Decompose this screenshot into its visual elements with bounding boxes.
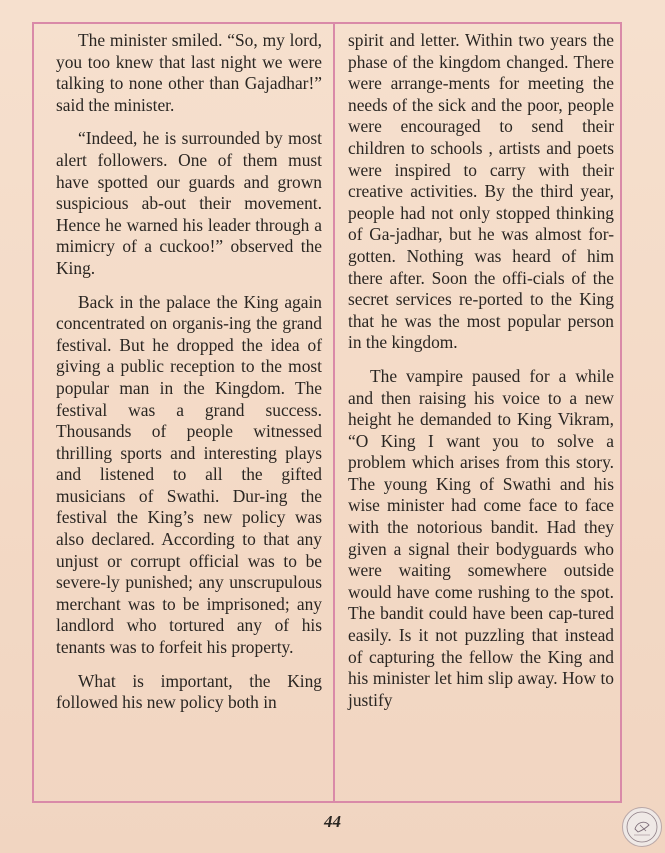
paragraph: The vampire paused for a while and then raising his voice to a new height he demanded to King Vikram, “O King I want you to solve a problem which arises from this story. The young King of Swathi and his wise minister had come face to face with the notorious bandit. Had they given a signal their bodyguards who were waiting somewhere outside would have come rushing to the spot. The bandit could have been cap-tured easily. Is it not puzzling that instead of capturing the fellow the King and his minister let him slip away. How to justify bbox=[348, 365, 614, 710]
right-text-column bbox=[348, 30, 614, 723]
page-number: 44 bbox=[324, 812, 341, 831]
paragraph: What is important, the King followed his new policy both in bbox=[56, 670, 322, 713]
left-text-column bbox=[56, 30, 322, 726]
paragraph: “Indeed, he is surrounded by most alert followers. One of them must have spotted our guards and grown suspicious ab-out their movement. Hence he warned his leader through a mimicry of a cuckoo!” observed the King. bbox=[56, 128, 322, 278]
paragraph: Back in the palace the King again concentrated on organis-ing the grand festival. But he dropped the idea of giving a public reception to the most popular man in the Kingdom. The festival was a grand success. Thousands of people witnessed thrilling sports and interesting plays and listened to all the gifted musicians of Swathi. Dur-ing the festival the King’s new policy was also declared. According to that any unjust or corrupt official was to be severe-ly punished; any unscrupulous merchant was to be imprisoned; any landlord who tortured any of his tenants was to forfeit his property. bbox=[56, 291, 322, 658]
paragraph: The minister smiled. “So, my lord, you too knew that last night we were talking to none other than Gajadhar!” said the minister. bbox=[56, 30, 322, 115]
library-stamp-icon bbox=[622, 807, 662, 847]
column-divider bbox=[333, 22, 335, 803]
paragraph: spirit and letter. Within two years the phase of the kingdom changed. There were arrange-ments for meeting the needs of the sick and the poor, people were encouraged to send their children to schools , artists and poets were inspired to carry with their creative activities. By the third year, people had not only stopped thinking of Ga-jadhar, but he was almost for-gotten. Nothing was heard of him there after. Soon the offi-cials of the secret services re-ported to the King that he was the most popular person in the kingdom. bbox=[348, 30, 614, 353]
